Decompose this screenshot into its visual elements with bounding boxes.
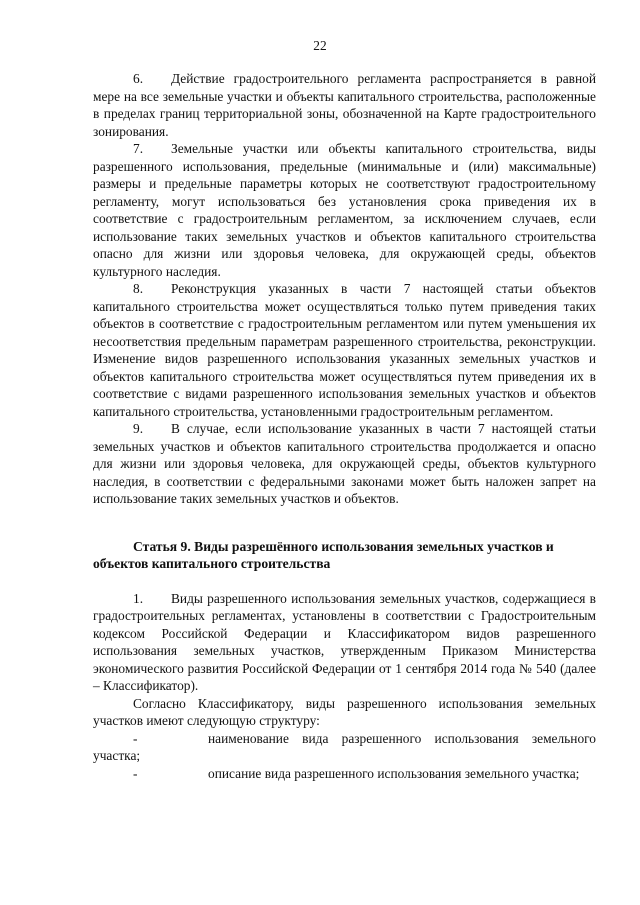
article-heading: Статья 9. Виды разрешённого использования земельных участков и объектов капитального строительства <box>93 538 554 571</box>
paragraph-8 <box>93 280 596 420</box>
paragraph-7 <box>93 140 596 280</box>
paragraph-number: 9. <box>133 421 144 436</box>
article-paragraph-1 <box>93 590 596 695</box>
paragraph-6 <box>93 70 596 140</box>
list-item-text: описание вида разрешенного использования земельного участка; <box>208 765 580 781</box>
paragraph-number: 1. <box>133 590 144 606</box>
page-number: 22 <box>313 38 327 53</box>
paragraph-text: Согласно Классификатору, виды разрешенного использования земельных участков имеют следующую структуру: <box>93 695 596 728</box>
article-paragraph-structure <box>93 695 596 730</box>
list-marker: - <box>133 765 138 781</box>
paragraph-text: Виды разрешенного использования земельных участков, содержащиеся в градостроительных регламентах, установлены в соответствии с Градостроительным кодексом Российской Федерации и Классификатором видов разрешенного использования земельных участков, утвержденным Приказом Министерства экономического развития Российской Федерации от 1 сентября 2014 года № 540 (далее – Классификатор). <box>93 590 596 693</box>
list-marker: - <box>133 730 138 746</box>
document-body <box>93 70 596 782</box>
paragraph-number: 8. <box>133 281 144 296</box>
paragraph-9 <box>93 420 596 508</box>
paragraph-number: 6. <box>133 71 144 86</box>
paragraph-text: Действие градостроительного регламента распространяется в равной мере на все земельные участки и объекты капитального строительства, расположенные в пределах границ территориальной зоны, обозначенной на Карте градостроительного зонирования. <box>93 71 596 139</box>
paragraph-number: 7. <box>133 141 144 156</box>
paragraph-text: Земельные участки или объекты капитального строительства, виды разрешенного использования, предельные (минимальные и (или) максимальные) размеры и предельные параметры которых не соответствуют градостроительному регламенту, могут использоваться без установления срока приведения их в соответствие с градостроительным регламентом, за исключением случаев, если использование таких земельных участков и объектов капитального строительства опасно для жизни или здоровья человека, для окружающей среды, объектов культурного наследия. <box>93 141 596 279</box>
paragraph-text: Реконструкция указанных в части 7 настоящей статьи объектов капитального строительства может осуществляться только путем приведения таких объектов в соответствие с градостроительным регламентом или путем уменьшения их несоответствия предельным параметрам разрешенного строительства, реконструкции. Изменение видов разрешенного использования указанных земельных участков и объектов капитального строительства может осуществляться путем приведения их в соответствие с видами разрешенного использования земельных участков и объектов капитального строительства, установленными градостроительным регламентом. <box>93 281 596 419</box>
paragraph-text: В случае, если использование указанных в части 7 настоящей статьи земельных участков и объектов капитального строительства продолжается и опасно для жизни или здоровья человека, для окружающей среды, объектов культурного наследия, в соответствии с федеральными законами может быть наложен запрет на использование таких земельных участков и объектов. <box>93 421 596 506</box>
list-item <box>93 765 596 783</box>
list-item <box>93 730 596 765</box>
list-item-text: наименование вида разрешенного использования земельного участка; <box>93 730 596 763</box>
